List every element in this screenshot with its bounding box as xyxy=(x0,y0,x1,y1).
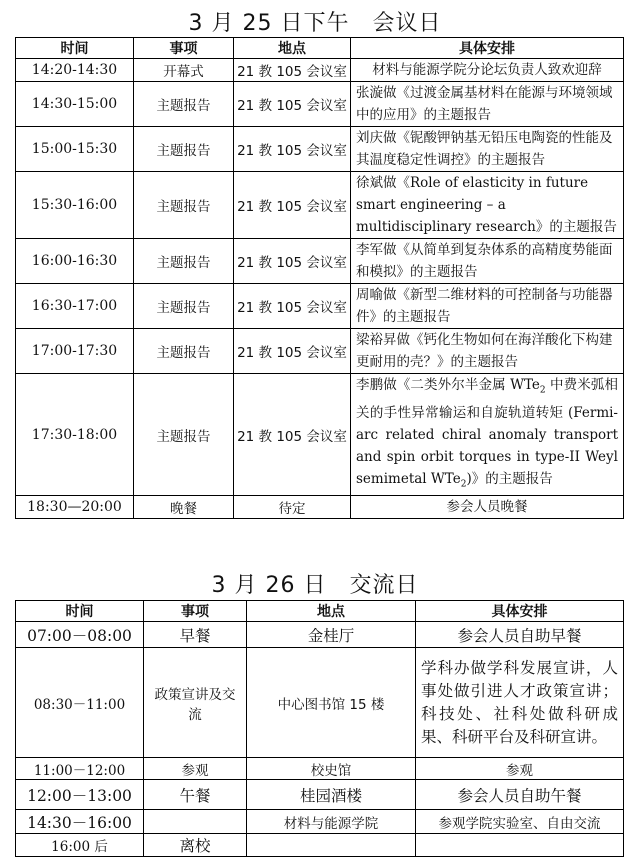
place-cell: 材料与能源学院 xyxy=(247,810,416,834)
place-cell: 21 教 105 会议室 xyxy=(234,127,351,172)
table-row xyxy=(16,59,624,82)
table-header-row xyxy=(16,38,624,59)
detail-cell: 参会人员自助午餐 xyxy=(416,780,624,810)
detail-cell: 材料与能源学院分论坛负责人致欢迎辞 xyxy=(351,59,624,82)
subscript: 2 xyxy=(539,385,546,396)
detail-cell xyxy=(416,834,624,857)
detail-cell: 学科办做学科发展宣讲，人事处做引进人才政策宣讲；科技处、社科处做科研成果、科研平台及科研宣讲。 xyxy=(416,648,624,758)
table-row xyxy=(16,172,624,239)
time-cell: 07:00－08:00 xyxy=(16,622,144,648)
day1-title: 3 月 25 日下午 会议日 xyxy=(188,11,442,36)
table-row xyxy=(16,648,624,758)
header-time: 时间 xyxy=(16,38,134,59)
table-row xyxy=(16,329,624,374)
item-cell: 主题报告 xyxy=(134,172,234,239)
item-cell: 主题报告 xyxy=(134,127,234,172)
place-cell xyxy=(247,834,416,857)
table-row xyxy=(16,127,624,172)
header-place: 地点 xyxy=(234,38,351,59)
subscript: 2 xyxy=(460,479,467,490)
detail-text-part: )》的主题报告 xyxy=(466,470,553,487)
item-cell: 早餐 xyxy=(144,622,247,648)
place-cell: 21 教 105 会议室 xyxy=(234,239,351,284)
day2-schedule-table xyxy=(15,600,624,857)
header-time: 时间 xyxy=(16,601,144,622)
detail-cell: 徐斌做《Role of elasticity in future smart engineering – a multidisciplinary research》的主题报告 xyxy=(351,172,624,239)
item-cell: 主题报告 xyxy=(134,374,234,496)
table-row xyxy=(16,284,624,329)
detail-cell: 参观 xyxy=(416,758,624,780)
detail-cell: 李军做《从简单到复杂体系的高精度势能面和模拟》的主题报告 xyxy=(351,239,624,284)
place-cell: 待定 xyxy=(234,496,351,519)
time-cell: 14:30－16:00 xyxy=(16,810,144,834)
place-cell: 21 教 105 会议室 xyxy=(234,59,351,82)
header-item: 事项 xyxy=(134,38,234,59)
table-row xyxy=(16,834,624,857)
time-cell: 08:30－11:00 xyxy=(16,648,144,758)
table-row xyxy=(16,496,624,519)
item-cell: 晚餐 xyxy=(134,496,234,519)
item-cell: 主题报告 xyxy=(134,239,234,284)
place-cell: 21 教 105 会议室 xyxy=(234,82,351,127)
detail-text-part: 李鹏做《二类外尔半金属 WTe xyxy=(356,377,540,393)
detail-cell: 刘庆做《铌酸钾钠基无铅压电陶瓷的性能及其温度稳定性调控》的主题报告 xyxy=(351,127,624,172)
item-cell: 主题报告 xyxy=(134,82,234,127)
time-cell: 17:00-17:30 xyxy=(16,329,134,374)
detail-cell: 参观学院实验室、自由交流 xyxy=(416,810,624,834)
time-cell: 15:30-16:00 xyxy=(16,172,134,239)
time-cell: 14:30-15:00 xyxy=(16,82,134,127)
time-cell: 16:00 后 xyxy=(16,834,144,857)
item-cell: 离校 xyxy=(144,834,247,857)
table-row xyxy=(16,780,624,810)
place-cell: 桂园酒楼 xyxy=(247,780,416,810)
header-detail: 具体安排 xyxy=(416,601,624,622)
place-cell: 21 教 105 会议室 xyxy=(234,172,351,239)
time-cell: 18:30—20:00 xyxy=(16,496,134,519)
time-cell: 14:20-14:30 xyxy=(16,59,134,82)
item-cell xyxy=(144,810,247,834)
place-cell: 校史馆 xyxy=(247,758,416,780)
place-cell: 21 教 105 会议室 xyxy=(234,374,351,496)
item-cell: 主题报告 xyxy=(134,329,234,374)
header-detail: 具体安排 xyxy=(351,38,624,59)
detail-cell: 参会人员晚餐 xyxy=(351,496,624,519)
time-cell: 16:00-16:30 xyxy=(16,239,134,284)
time-cell: 12:00－13:00 xyxy=(16,780,144,810)
time-cell: 17:30-18:00 xyxy=(16,374,134,496)
place-cell: 中心图书馆 15 楼 xyxy=(247,648,416,758)
item-cell: 午餐 xyxy=(144,780,247,810)
detail-cell: 张漩做《过渡金属基材料在能源与环境领域中的应用》的主题报告 xyxy=(351,82,624,127)
table-row xyxy=(16,622,624,648)
table-row xyxy=(16,758,624,780)
item-cell: 政策宣讲及交流 xyxy=(144,648,247,758)
table-row xyxy=(16,239,624,284)
item-cell: 主题报告 xyxy=(134,284,234,329)
table-row xyxy=(16,810,624,834)
header-place: 地点 xyxy=(247,601,416,622)
item-cell: 参观 xyxy=(144,758,247,780)
day2-title: 3 月 26 日 交流日 xyxy=(211,573,419,598)
time-cell: 15:00-15:30 xyxy=(16,127,134,172)
table-row xyxy=(16,374,624,496)
header-item: 事项 xyxy=(144,601,247,622)
time-cell: 16:30-17:00 xyxy=(16,284,134,329)
place-cell: 21 教 105 会议室 xyxy=(234,329,351,374)
detail-cell: 参会人员自助早餐 xyxy=(416,622,624,648)
table-header-row xyxy=(16,601,624,622)
place-cell: 金桂厅 xyxy=(247,622,416,648)
day1-schedule-table xyxy=(15,37,624,519)
detail-cell: 周喻做《新型二维材料的可控制备与功能器件》的主题报告 xyxy=(351,284,624,329)
detail-cell: 梁裕昇做《钙化生物如何在海洋酸化下构建更耐用的壳？》的主题报告 xyxy=(351,329,624,374)
place-cell: 21 教 105 会议室 xyxy=(234,284,351,329)
detail-text-part: 中费米弧相关的手性异常输运和自旋轨道转矩 (Fermi-arc related chiral anomaly transport and spin orbit torques in type-II Weyl semimetal WTe xyxy=(356,377,618,487)
time-cell: 11:00－12:00 xyxy=(16,758,144,780)
table-row xyxy=(16,82,624,127)
detail-cell xyxy=(351,374,624,496)
item-cell: 开幕式 xyxy=(134,59,234,82)
